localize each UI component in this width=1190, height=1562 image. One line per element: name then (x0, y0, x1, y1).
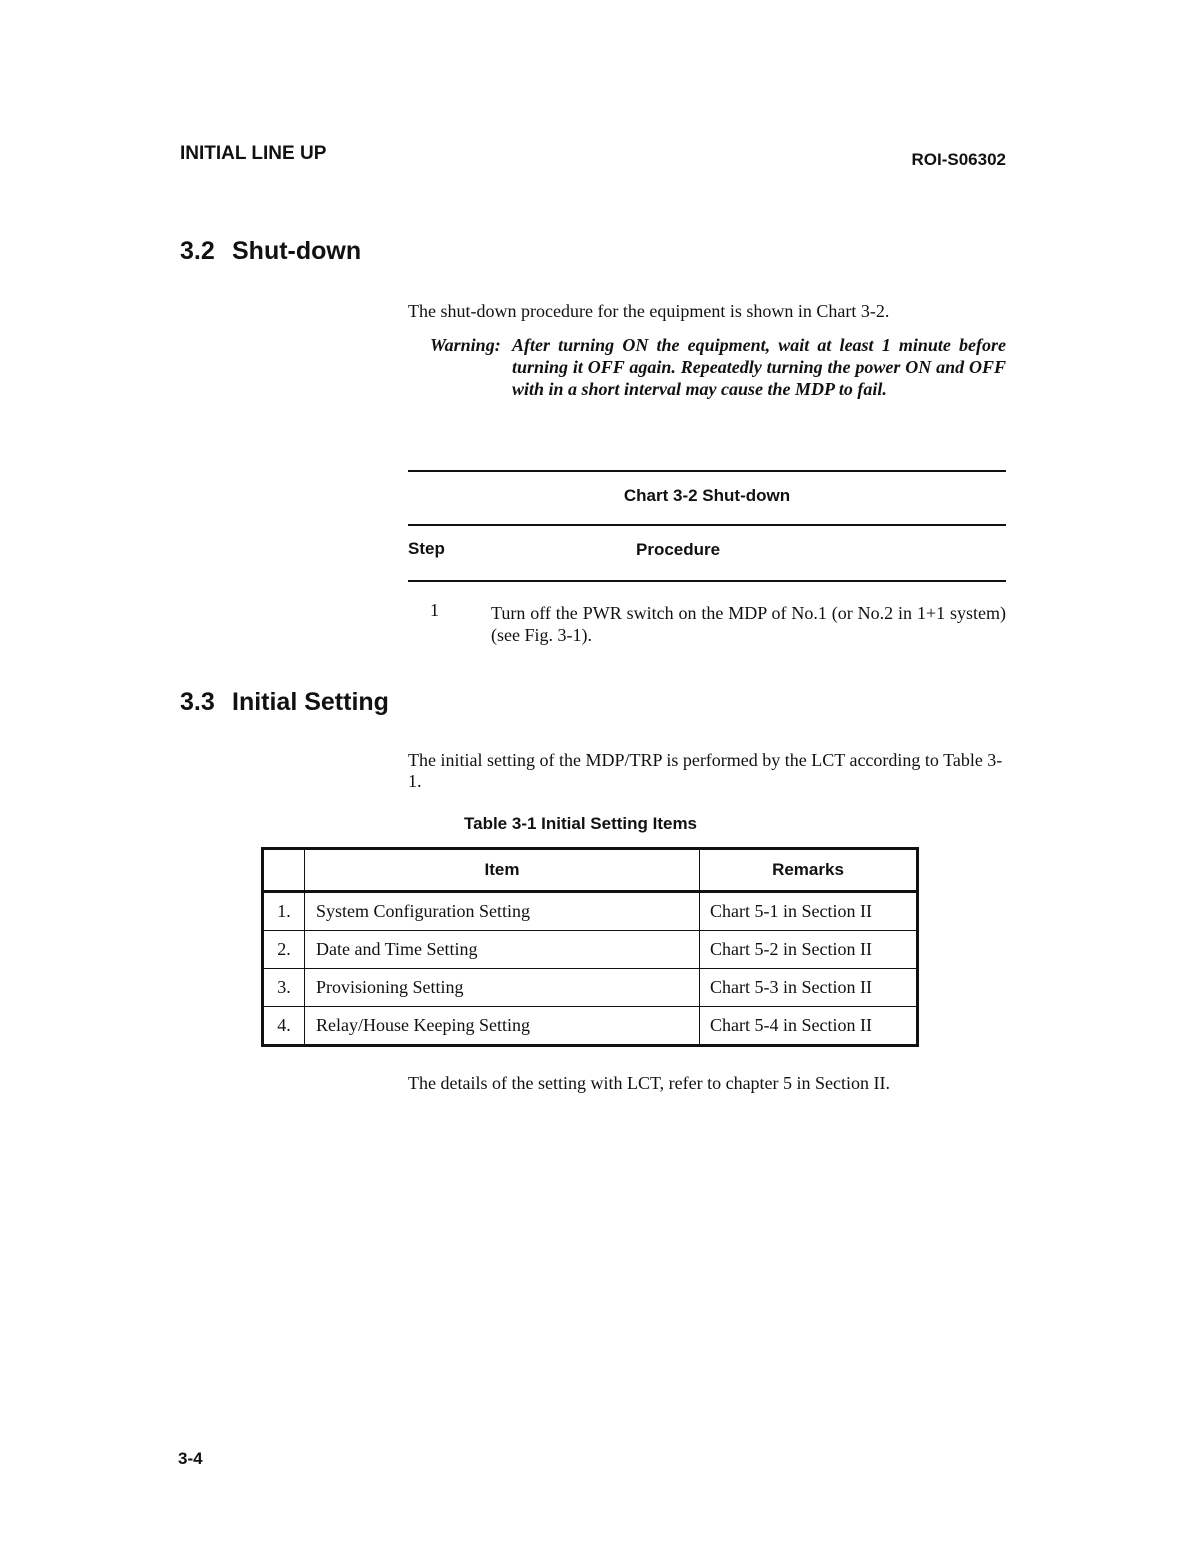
section-heading-initial-setting (180, 688, 389, 717)
chart-body-rule (408, 580, 1006, 582)
row-remarks: Chart 5-4 in Section II (700, 1007, 918, 1046)
table-row (263, 931, 918, 969)
chart-top-rule (408, 470, 1006, 472)
warning-label: Warning: (430, 335, 501, 355)
section-heading-shutdown (180, 237, 361, 266)
row-number: 1. (263, 892, 305, 931)
chart-column-step: Step (408, 539, 445, 558)
chart-step-procedure: Turn off the PWR switch on the MDP of No.1 (or No.2 in 1+1 system) (see Fig. 3-1). (491, 603, 1006, 645)
row-number: 2. (263, 931, 305, 969)
row-remarks: Chart 5-3 in Section II (700, 969, 918, 1007)
page-number: 3-4 (178, 1449, 203, 1468)
document-number: ROI-S06302 (911, 150, 1006, 169)
initial-setting-intro: The initial setting of the MDP/TRP is performed by the LCT according to Table 3-1. (408, 750, 1003, 791)
chart-title: Chart 3-2 Shut-down (623, 486, 791, 505)
initial-setting-table (261, 847, 919, 1047)
warning-text: After turning ON the equipment, wait at least 1 minute before turning it OFF again. Repeatedly turning the power ON and OFF with in a short interval may cause the MDP to fail. (512, 335, 1006, 399)
warning-note (430, 334, 1006, 400)
section-number: 3.2 (180, 237, 215, 265)
row-number: 4. (263, 1007, 305, 1046)
table-header-row (263, 849, 918, 892)
table-row (263, 892, 918, 931)
header-cell-item: Item (305, 849, 700, 892)
table-row (263, 1007, 918, 1046)
shutdown-intro: The shut-down procedure for the equipment is shown in Chart 3-2. (408, 301, 890, 321)
running-header-title: INITIAL LINE UP (180, 143, 327, 164)
row-remarks: Chart 5-2 in Section II (700, 931, 918, 969)
section-title: Initial Setting (232, 688, 389, 716)
table-row (263, 969, 918, 1007)
chart-header-rule (408, 524, 1006, 526)
row-item: System Configuration Setting (305, 892, 700, 931)
row-number: 3. (263, 969, 305, 1007)
lct-reference-note: The details of the setting with LCT, refer to chapter 5 in Section II. (408, 1073, 891, 1093)
header-cell-num (263, 849, 305, 892)
section-title: Shut-down (232, 237, 362, 265)
row-item: Date and Time Setting (305, 931, 700, 969)
section-number: 3.3 (180, 688, 215, 716)
row-item: Relay/House Keeping Setting (305, 1007, 700, 1046)
chart-step-number: 1 (430, 600, 439, 620)
row-remarks: Chart 5-1 in Section II (700, 892, 918, 931)
header-cell-remarks: Remarks (700, 849, 918, 892)
row-item: Provisioning Setting (305, 969, 700, 1007)
chart-column-procedure: Procedure (636, 540, 721, 559)
table-caption: Table 3-1 Initial Setting Items (464, 814, 698, 833)
